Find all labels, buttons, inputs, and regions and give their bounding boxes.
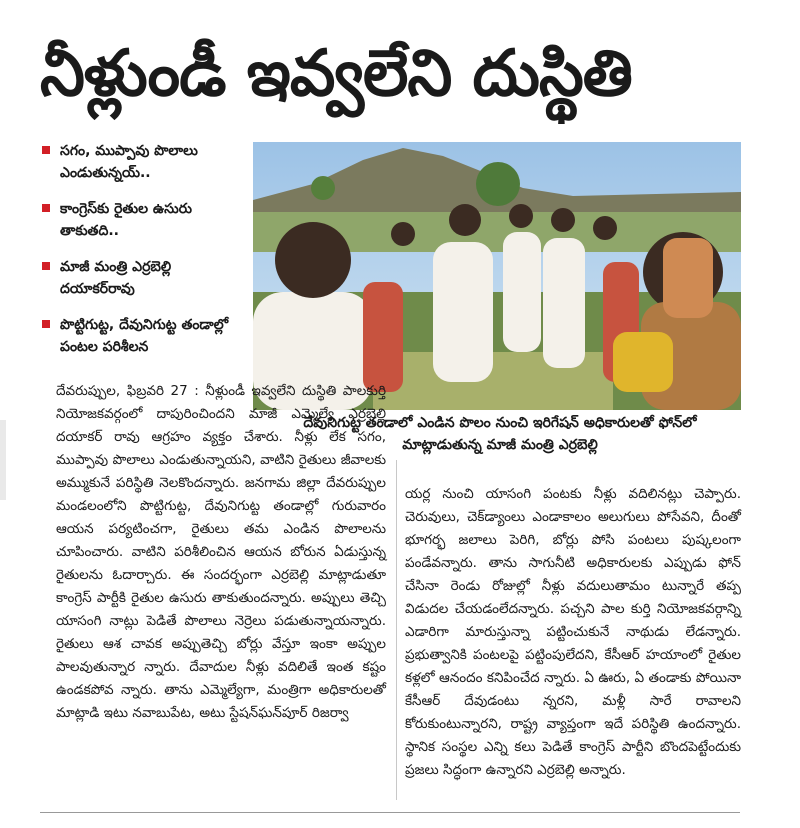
highlight-text: కాంగ్రెస్‌కు రైతుల ఉసురు తాకుతది.. bbox=[60, 201, 192, 239]
bottom-rule bbox=[40, 812, 740, 813]
article-column-2 bbox=[405, 483, 741, 782]
highlight-item bbox=[40, 256, 250, 300]
highlight-text: మాజీ మంత్రి ఎర్రబెల్లి దయాకర్‌రావు bbox=[60, 259, 172, 297]
column-divider bbox=[396, 460, 397, 800]
red-square-icon bbox=[42, 262, 50, 270]
photo-illustration bbox=[253, 142, 741, 410]
headline: నీళ్లుండీ ఇవ్వలేని దుస్థితి bbox=[40, 37, 632, 111]
article-column-1 bbox=[56, 380, 386, 725]
article-body-1: నీళ్లుండీ ఇవ్వలేని దుస్థితి పాలకుర్తి నియోజకవర్గంలో దాపురించిందని మాజీ ఎమ్మెల్యే ఎర్రబెల్లి దయాకర్ రావు ఆగ్రహం వ్యక్తం చేశారు. నీళ్లు లేక సగం, ముప్పావు పొలాలు ఎండుతున్నాయని, వాటిని రైతులు జీవాలకు అమ్ముకునే పరిస్థితి నెలకొందన్నారు. జనగామ జిల్లా దేవరుప్పుల మండలంలోని పొట్టిగుట్ట, దేవునిగుట్ట తండాల్లో గురువారం ఆయన పర్యటించగా, రైతులు తమ ఎండిన పొలాలను చూపించారు. వాటిని పరిశీలించిన ఆయన బోరున ఏడుస్తున్న రైతులను ఓదార్చారు. ఈ సందర్భంగా ఎర్రబెల్లి మాట్లాడుతూ కాంగ్రెస్ పార్టీకి రైతుల ఉసురు తాకుతుందన్నారు. అప్పులు తెచ్చి యాసంగి నాట్లు పెడితే పొలాలు నెర్రెలు పడుతున్నాయన్నారు. రైతులు ఆశ చావక అప్పుతెచ్చి బోర్లు వేస్తూ ఇంకా అప్పుల పాలవుతున్నార న్నారు. దేవాదుల నీళ్లు వదిలితే ఇంత కష్టం ఉండకపోవ న్నారు. తాను ఎమ్మెల్యేగా, మంత్రిగా అధికారులతో మాట్లాడి ఇటు నవాబుపేట, అటు స్టేషన్‌ఘన్‌పూర్ రిజర్వా bbox=[56, 383, 386, 721]
red-square-icon bbox=[42, 204, 50, 212]
red-square-icon bbox=[42, 320, 50, 328]
article-body-2: యర్ల నుంచి యాసంగి పంటకు నీళ్లు వదిలినట్లు చెప్పారు. చెరువులు, చెక్‌డ్యాంలు ఎండాకాలం అలుగులు పోసేవని, దీంతో భూగర్భ జలాలు పెరిగి, బోర్లు పోసి పంటలు పుష్కలంగా పండేవన్నారు. తాను సాగునీటి అధికారులకు ఎప్పుడు ఫోన్ చేసినా రెండు రోజుల్లో నీళ్లు వదులుతామం టున్నారే తప్ప విడుదల చేయడంలేదన్నారు. పచ్చని పాల కుర్తి నియోజకవర్గాన్ని ఎడారిగా మారుస్తున్నా పట్టించుకునే నాథుడు లేడన్నారు. ప్రభుత్వానికి పంటలపై పట్టింపులేదని, కేసీఆర్ హయాంలో రైతుల కళ్లలో ఆనందం కనిపించేద న్నారు. ఏ ఊరు, ఏ తండాకు పోయినా కేసీఆర్ దేవుడంటు న్నరని, మళ్లీ సారే రావాలని కోరుకుంటున్నారని, రాష్ట్ర వ్యాప్తంగా ఇదే పరిస్థితి ఉందన్నారు. స్థానిక సంస్థల ఎన్ని కలు పెడితే కాంగ్రెస్ పార్టీని బొందపెట్టేందుకు ప్రజలు సిద్ధంగా ఉన్నారని ఎర్రబెల్లి అన్నారు. bbox=[405, 486, 741, 778]
red-square-icon bbox=[42, 146, 50, 154]
highlight-item bbox=[40, 314, 250, 358]
news-photo bbox=[253, 142, 741, 410]
highlight-text: సగం, ముప్పావు పొలాలు ఎండుతున్నయ్.. bbox=[60, 143, 198, 181]
page-edge-strip bbox=[0, 420, 6, 500]
highlights-list bbox=[40, 140, 250, 372]
photo-caption: దేవునిగుట్ట తండాలో ఎండిన పొలం నుంచి ఇరిగేషన్ అధికారులతో ఫోన్‌లో మాట్లాడుతున్న మాజీ మంత్రి ఎర్రబెల్లి bbox=[303, 415, 697, 453]
highlight-text: పొట్టిగుట్ట, దేవునిగుట్ట తండాల్లో పంటల పరిశీలన bbox=[60, 317, 229, 355]
highlight-item bbox=[40, 198, 250, 242]
highlight-item bbox=[40, 140, 250, 184]
dateline: దేవరుప్పుల, ఫిబ్రవరి 27 : bbox=[56, 383, 199, 399]
